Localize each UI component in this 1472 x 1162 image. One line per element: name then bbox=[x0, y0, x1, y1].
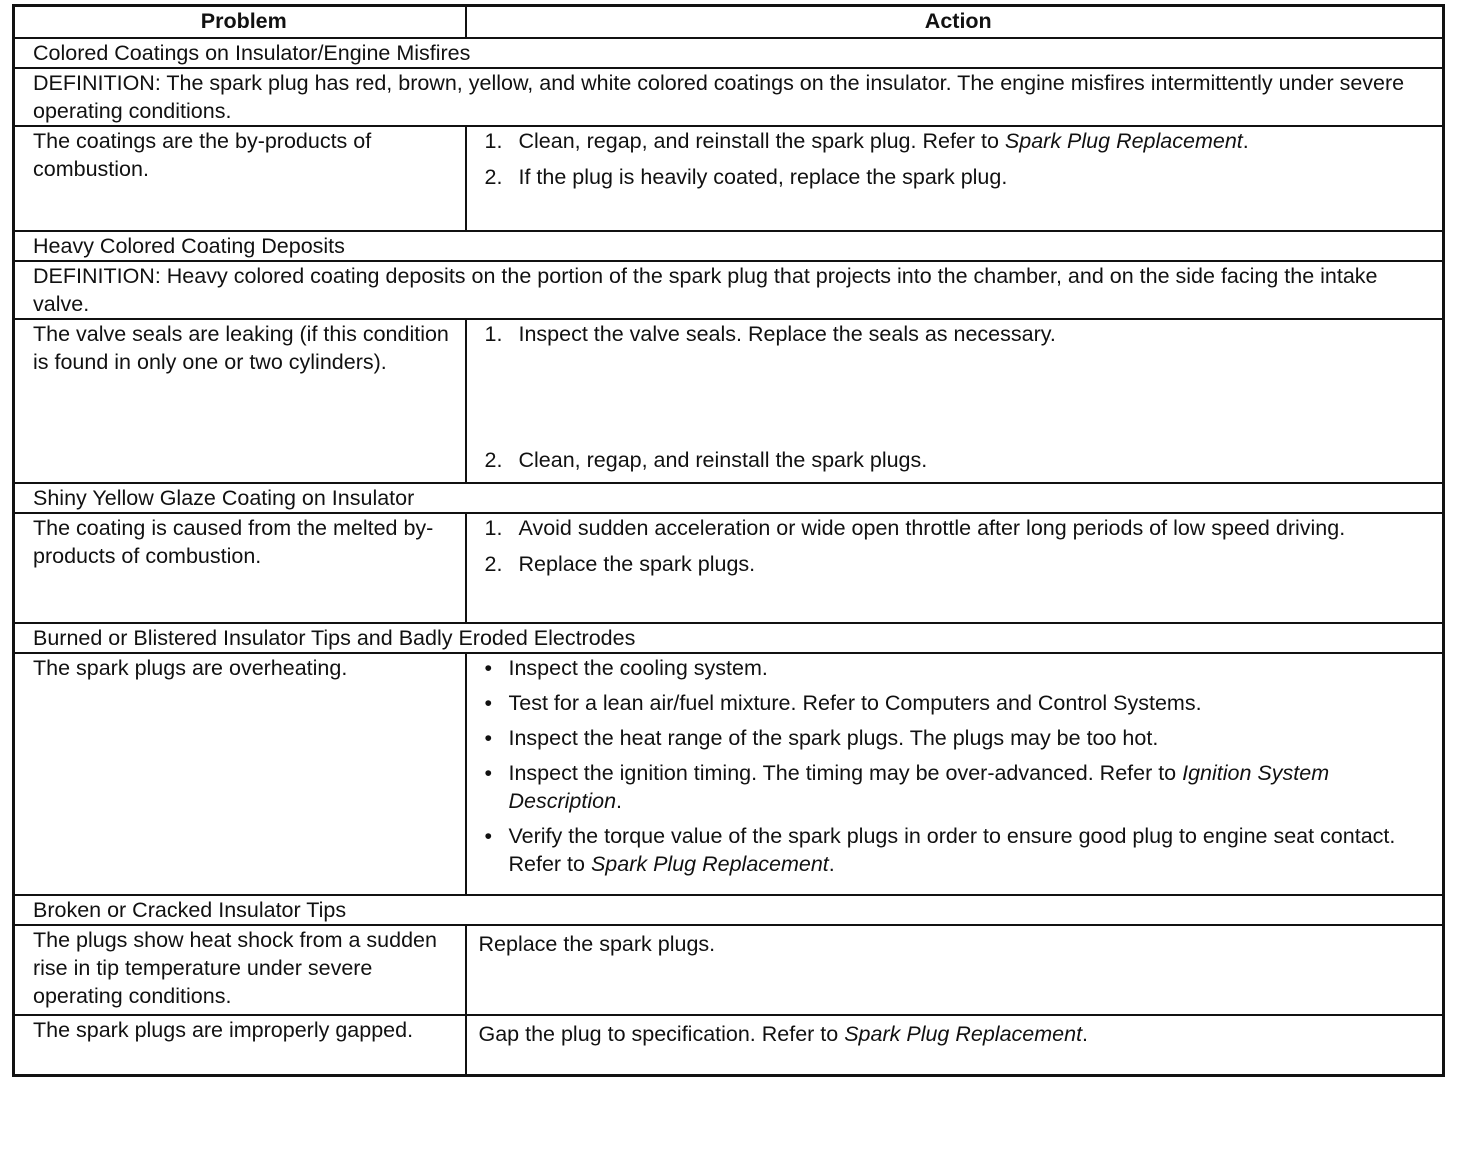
action-cell bbox=[466, 319, 1444, 483]
section-title: Broken or Cracked Insulator Tips bbox=[14, 895, 1444, 925]
action-bullet bbox=[485, 724, 1433, 752]
bullet-text: Test for a lean air/fuel mixture. Refer to Computers and Control Systems. bbox=[508, 691, 1202, 715]
bullet-icon: • bbox=[484, 824, 493, 848]
problem-action-row bbox=[14, 925, 1444, 1015]
step-number: 2. bbox=[484, 448, 503, 472]
problem-action-row bbox=[14, 319, 1444, 483]
step-number: 2. bbox=[484, 552, 503, 576]
action-steps bbox=[485, 320, 1433, 474]
action-cell bbox=[466, 126, 1444, 231]
section-title-row bbox=[14, 895, 1444, 925]
action-cell bbox=[466, 513, 1444, 623]
reference-link: Spark Plug Replacement bbox=[844, 1022, 1083, 1046]
action-steps bbox=[485, 127, 1433, 191]
problem-action-row bbox=[14, 1015, 1444, 1075]
definition-text: DEFINITION: The spark plug has red, brown, yellow, and white colored coatings on the insulator. The engine misfires intermittently under severe operating conditions. bbox=[14, 68, 1444, 126]
problem-cell: The plugs show heat shock from a sudden rise in tip temperature under severe operating conditions. bbox=[14, 925, 466, 1015]
step-number: 1. bbox=[484, 129, 503, 153]
step-text: Clean, regap, and reinstall the spark plug. Refer to Spark Plug Replacement. bbox=[518, 129, 1249, 153]
reference-link: Spark Plug Replacement bbox=[590, 852, 829, 876]
problem-cell: The coatings are the by-products of combustion. bbox=[14, 126, 466, 231]
action-bullet bbox=[485, 654, 1433, 682]
bullet-icon: • bbox=[484, 656, 493, 680]
step-text: Replace the spark plugs. bbox=[518, 552, 756, 576]
action-bullet bbox=[485, 759, 1433, 815]
action-cell: Gap the plug to specification. Refer to Spark Plug Replacement. bbox=[466, 1015, 1444, 1075]
section-title: Burned or Blistered Insulator Tips and Badly Eroded Electrodes bbox=[14, 623, 1444, 653]
step-text: Clean, regap, and reinstall the spark plugs. bbox=[518, 448, 928, 472]
action-step bbox=[485, 514, 1433, 542]
bullet-icon: • bbox=[484, 761, 493, 785]
section-title-row bbox=[14, 623, 1444, 653]
problem-action-row bbox=[14, 126, 1444, 231]
header-row bbox=[14, 6, 1444, 39]
problem-column-header: Problem bbox=[14, 6, 466, 39]
step-text: Inspect the valve seals. Replace the seals as necessary. bbox=[518, 322, 1056, 346]
spark-plug-diagnosis-table bbox=[12, 4, 1445, 1077]
bullet-icon: • bbox=[484, 691, 493, 715]
action-step bbox=[485, 446, 1433, 474]
section-title-row bbox=[14, 231, 1444, 261]
action-column-header: Action bbox=[466, 6, 1444, 39]
reference-link: Ignition System Description bbox=[508, 761, 1330, 813]
definition-text: DEFINITION: Heavy colored coating deposits on the portion of the spark plug that projects into the chamber, and on the side facing the intake valve. bbox=[14, 261, 1444, 319]
step-text: If the plug is heavily coated, replace the spark plug. bbox=[518, 165, 1008, 189]
problem-action-row bbox=[14, 513, 1444, 623]
bullet-text: Inspect the cooling system. bbox=[508, 656, 768, 680]
section-title: Heavy Colored Coating Deposits bbox=[14, 231, 1444, 261]
action-steps bbox=[485, 514, 1433, 578]
action-bullet bbox=[485, 689, 1433, 717]
action-cell bbox=[466, 653, 1444, 895]
step-number: 1. bbox=[484, 516, 503, 540]
bullet-icon: • bbox=[484, 726, 493, 750]
action-cell: Replace the spark plugs. bbox=[466, 925, 1444, 1015]
action-step bbox=[485, 320, 1433, 348]
diagnosis-sheet bbox=[12, 4, 1442, 1077]
problem-cell: The spark plugs are improperly gapped. bbox=[14, 1015, 466, 1075]
section-title-row bbox=[14, 38, 1444, 68]
reference-link: Spark Plug Replacement bbox=[1004, 129, 1243, 153]
problem-cell: The coating is caused from the melted by-products of combustion. bbox=[14, 513, 466, 623]
action-bullet bbox=[485, 822, 1433, 878]
action-bullets bbox=[485, 654, 1433, 878]
definition-row bbox=[14, 68, 1444, 126]
step-number: 1. bbox=[484, 322, 503, 346]
step-spacer bbox=[485, 356, 1433, 446]
action-step bbox=[485, 127, 1433, 155]
bullet-text: Inspect the heat range of the spark plugs. The plugs may be too hot. bbox=[508, 726, 1159, 750]
problem-cell: The spark plugs are overheating. bbox=[14, 653, 466, 895]
action-step bbox=[485, 550, 1433, 578]
problem-cell: The valve seals are leaking (if this condition is found in only one or two cylinders). bbox=[14, 319, 466, 483]
step-number: 2. bbox=[484, 165, 503, 189]
action-step bbox=[485, 163, 1433, 191]
step-text: Avoid sudden acceleration or wide open throttle after long periods of low speed driving. bbox=[518, 516, 1346, 540]
definition-row bbox=[14, 261, 1444, 319]
bullet-text: Verify the torque value of the spark plugs in order to ensure good plug to engine seat contact. Refer to Spark Plug Replacement. bbox=[508, 824, 1396, 876]
section-title-row bbox=[14, 483, 1444, 513]
bullet-text: Inspect the ignition timing. The timing may be over-advanced. Refer to Ignition System Description. bbox=[508, 761, 1330, 813]
section-title: Shiny Yellow Glaze Coating on Insulator bbox=[14, 483, 1444, 513]
problem-action-row bbox=[14, 653, 1444, 895]
section-title: Colored Coatings on Insulator/Engine Misfires bbox=[14, 38, 1444, 68]
